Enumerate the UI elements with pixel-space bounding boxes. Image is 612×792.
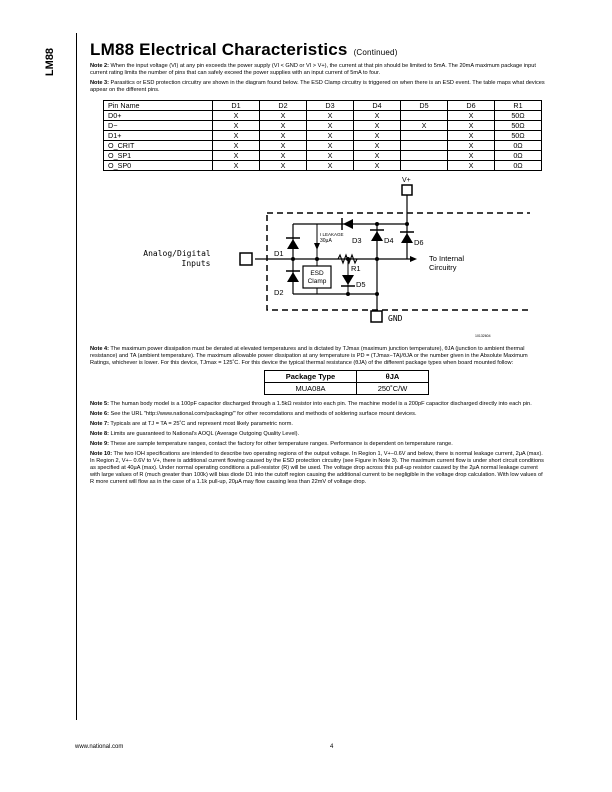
note-2-label: Note 2:	[90, 63, 109, 69]
table-row	[265, 383, 429, 395]
table-cell: 0Ω	[495, 151, 542, 161]
junction-dot	[375, 292, 379, 296]
pin-header: D6	[448, 101, 495, 111]
table-cell: D−	[104, 121, 213, 131]
table-cell: X	[213, 151, 260, 161]
esd-circuit-diagram	[90, 171, 530, 346]
table-cell: X	[307, 151, 354, 161]
table-cell: X	[307, 121, 354, 131]
figure-id: 10132604	[475, 334, 491, 338]
table-cell: X	[213, 121, 260, 131]
pin-table-header-row	[104, 101, 542, 111]
gnd-terminal	[371, 311, 382, 322]
table-cell: X	[448, 131, 495, 141]
content	[90, 40, 545, 489]
table-cell: D1+	[104, 131, 213, 141]
note-9	[90, 441, 545, 448]
table-cell: X	[213, 111, 260, 121]
pin-header: R1	[495, 101, 542, 111]
table-cell	[401, 161, 448, 171]
table-cell	[401, 151, 448, 161]
table-cell: O_SP1	[104, 151, 213, 161]
note-10	[90, 451, 545, 486]
note-5	[90, 401, 545, 408]
d1-label: D1	[274, 249, 284, 258]
table-cell: 50Ω	[495, 131, 542, 141]
note-text: See the URL "http://www.national.com/packaging/" for other recomdations and methods of soldering surface mount devices.	[110, 411, 417, 417]
note-2-text: When the input voltage (VI) at any pin exceeds the power supply (VI < GND or VI > V+), the current at that pin should be limited to 5mA. The 20mA maximum package input current rating limits the number of pins that can safely exceed the power supplies with an input current of 5mA to four.	[90, 63, 536, 76]
input-label-2: Inputs	[181, 259, 211, 268]
table-cell: 0Ω	[495, 141, 542, 151]
table-cell	[401, 111, 448, 121]
d4-label: D4	[384, 236, 394, 245]
note-label: Note 9:	[90, 441, 109, 447]
pin-table	[103, 100, 542, 171]
note-4-text: The maximum power dissipation must be derated at elevated temperatures and is dictated by TJmax (maximum junction temperature), θJA (junction to ambient thermal resistance) and TA (ambient temperature). The maximum allowable power dissipation at any temperature is PD = (TJmax−TA)/θJA or the number given in the Absolute Maximum Ratings, whichever is lower. For this device, TJmax = 125˚C. For this device the typical thermal resistance (θJA) of the different package types when board mounted follow:	[90, 346, 528, 366]
notes-bottom	[90, 401, 545, 486]
junction-dot	[405, 222, 409, 226]
table-cell: X	[448, 161, 495, 171]
package-header: Package Type	[265, 371, 357, 383]
d5-diode	[342, 275, 354, 285]
table-cell: X	[354, 141, 401, 151]
table-cell: O_SP0	[104, 161, 213, 171]
note-4	[90, 346, 545, 367]
input-terminal	[240, 253, 252, 265]
note-text: Limits are guaranteed to National's AOQL (Average Outgoing Quality Level).	[110, 431, 300, 437]
note-label: Note 6:	[90, 411, 109, 417]
d3-diode	[343, 219, 353, 229]
title-text: LM88 Electrical Characteristics	[90, 40, 348, 59]
note-3-label: Note 3:	[90, 80, 109, 86]
margin-rule	[76, 33, 77, 720]
leakage-label-1: I LEAKAGE	[320, 232, 344, 237]
table-row	[104, 111, 542, 121]
table-cell	[401, 141, 448, 151]
note-label: Note 7:	[90, 421, 109, 427]
junction-dot	[346, 257, 350, 261]
table-cell: X	[307, 131, 354, 141]
vplus-terminal	[402, 185, 412, 195]
page-number: 4	[330, 744, 334, 750]
table-row	[104, 131, 542, 141]
d6-diode	[401, 233, 413, 243]
table-cell: X	[354, 131, 401, 141]
note-6	[90, 411, 545, 418]
table-cell: X	[401, 121, 448, 131]
table-cell: X	[448, 141, 495, 151]
table-cell: X	[448, 151, 495, 161]
note-text: The human body model is a 100pF capacitor discharged through a 1.5kΩ resistor into each pin. The machine model is a 200pF capacitor discharged directly into each pin.	[110, 401, 532, 407]
junction-dot	[375, 257, 379, 261]
table-cell: X	[213, 161, 260, 171]
footer-url[interactable]: www.national.com	[75, 744, 124, 750]
table-cell: X	[448, 121, 495, 131]
r1-label: R1	[351, 264, 361, 273]
junction-dot	[375, 222, 379, 226]
pin-header: D5	[401, 101, 448, 111]
pin-header: D3	[307, 101, 354, 111]
to-internal-2: Circuitry	[429, 263, 457, 272]
table-cell: 250˚C/W	[357, 383, 429, 395]
table-cell: X	[260, 141, 307, 151]
d6-label: D6	[414, 238, 424, 247]
table-cell: X	[213, 141, 260, 151]
note-text: These are sample temperature ranges, contact the factory for other temperature ranges. Performance is dependent on temperature range.	[110, 441, 453, 447]
table-cell: X	[260, 161, 307, 171]
table-cell: 0Ω	[495, 161, 542, 171]
table-row	[104, 121, 542, 131]
table-cell: MUA08A	[265, 383, 357, 395]
table-cell: X	[307, 141, 354, 151]
title-suffix: (Continued)	[353, 48, 398, 57]
note-text: The two IOH specifications are intended to describe two operating regions of the output voltage. In Region 1, V+−0.6V and below, there is normal leakage current, 2µA (max). In Region 2, V+− 0.6V to V+, there is additional current flowing caused by the ESD protection circuitry (see Figure in Note 3). The maximum current flow is under short circuit conditions as specified at 40µA (max). Under normal operating conditions a pull-resistor (R) will be used. The voltage drop across this pull-up resistor caused by the 2µA normal leakage current with large values of R (much greater than 100k) will bias diode D1 into the cutoff region causing the additional current to be negligible in the voltage drop calculation. With low values of R more current will flow as in the case of a 1.1k pull-up, 20µA may flow causing less than 22mV of voltage drop.	[90, 451, 544, 485]
table-cell: X	[354, 111, 401, 121]
table-row	[104, 151, 542, 161]
leakage-label-2: 30µA	[320, 238, 332, 244]
esd-label-2: Clamp	[307, 278, 327, 285]
table-cell: D0+	[104, 111, 213, 121]
package-table	[264, 370, 429, 395]
notes-top	[90, 63, 545, 94]
d1-diode	[287, 239, 299, 249]
table-cell: X	[354, 151, 401, 161]
table-row	[104, 141, 542, 151]
note-label: Note 8:	[90, 431, 109, 437]
note-2	[90, 63, 545, 77]
d3-label: D3	[352, 236, 362, 245]
table-cell: X	[448, 111, 495, 121]
note-3-text: Parasitics or ESD protection circuitry are shown in the diagram found below. The ESD Clamp circuitry is triggered on when there is an ESD event. The table maps what devices appear on the different pins.	[90, 80, 545, 93]
table-cell: X	[213, 131, 260, 141]
table-cell: 50Ω	[495, 121, 542, 131]
note-4-label: Note 4:	[90, 346, 109, 352]
d4-diode	[371, 231, 383, 241]
table-cell: X	[307, 111, 354, 121]
input-label-1: Analog/Digital	[143, 249, 211, 258]
pin-header: D2	[260, 101, 307, 111]
esd-label-1: ESD	[310, 270, 324, 277]
pin-header: Pin Name	[104, 101, 213, 111]
output-arrow	[410, 256, 417, 262]
junction-dot	[346, 292, 350, 296]
table-cell: 50Ω	[495, 111, 542, 121]
note-8	[90, 431, 545, 438]
table-cell: X	[260, 121, 307, 131]
page-title	[90, 40, 545, 60]
side-label-text: LM88	[44, 47, 57, 77]
table-row	[104, 161, 542, 171]
note-3	[90, 80, 545, 94]
table-cell: X	[354, 161, 401, 171]
d2-diode	[287, 272, 299, 282]
table-cell: X	[354, 121, 401, 131]
to-internal-1: To Internal	[429, 254, 465, 263]
note-text: Typicals are at TJ = TA = 25˚C and represent most likely parametric norm.	[110, 421, 293, 427]
note-label: Note 5:	[90, 401, 109, 407]
package-table-header-row	[265, 371, 429, 383]
table-cell	[401, 131, 448, 141]
gnd-label: GND	[388, 314, 403, 323]
table-cell: O_CRIT	[104, 141, 213, 151]
d2-label: D2	[274, 288, 284, 297]
side-label	[44, 36, 74, 96]
table-cell: X	[260, 131, 307, 141]
d5-label: D5	[356, 280, 366, 289]
table-cell: X	[260, 151, 307, 161]
junction-dot	[315, 257, 319, 261]
vplus-label: V+	[402, 177, 411, 184]
device-boundary	[267, 213, 530, 310]
note-label: Note 10:	[90, 451, 113, 457]
table-cell: X	[307, 161, 354, 171]
table-cell: X	[260, 111, 307, 121]
pin-header: D4	[354, 101, 401, 111]
note-7	[90, 421, 545, 428]
pin-header: D1	[213, 101, 260, 111]
circuit-svg	[90, 171, 530, 346]
leakage-arrow	[314, 243, 320, 250]
package-header: θJA	[357, 371, 429, 383]
junction-dot	[291, 257, 295, 261]
